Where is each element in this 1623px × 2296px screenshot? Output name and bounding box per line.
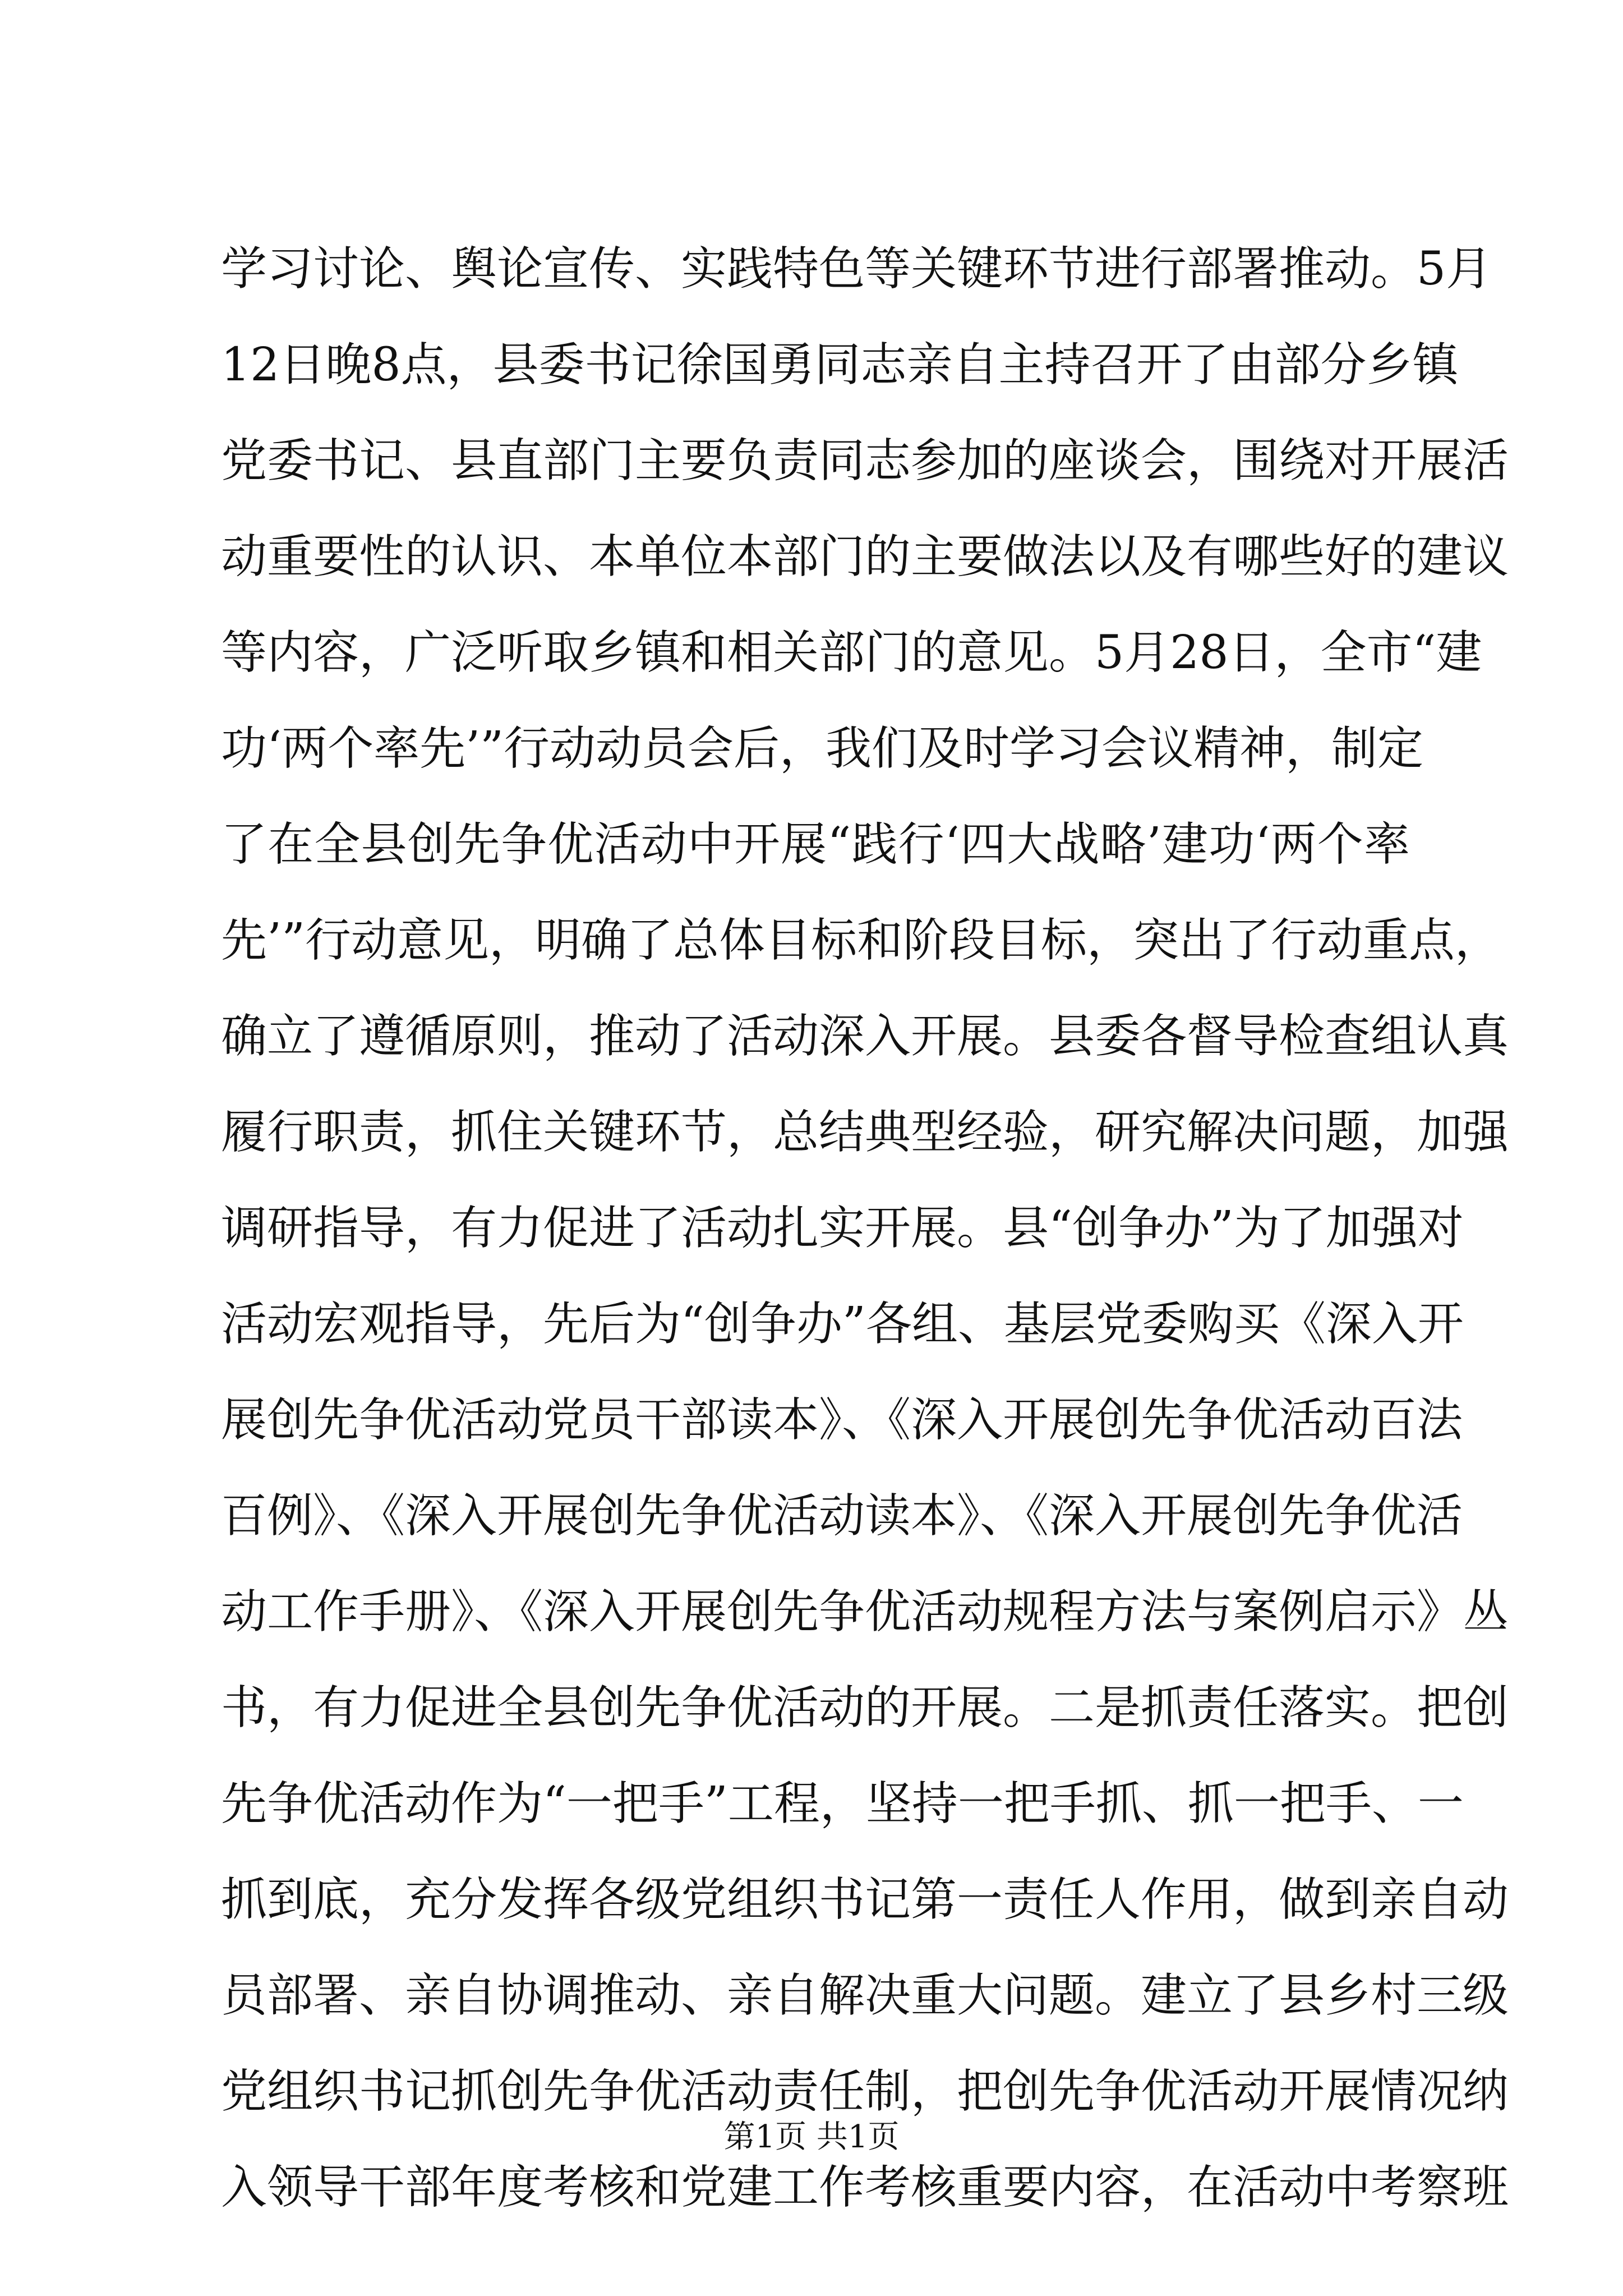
text-line: 学习讨论、舆论宣传、实践特色等关键环节进行部署推动。5月 bbox=[221, 242, 1492, 296]
text-line: 动工作手册》、《深入开展创先争优活动规程方法与案例启示》丛 bbox=[221, 1585, 1509, 1639]
text-line: 入领导干部年度考核和党建工作考核重要内容，在活动中考察班 bbox=[221, 2161, 1509, 2214]
text-line: 等内容，广泛听取乡镇和相关部门的意见。5月28日，全市“建 bbox=[221, 626, 1482, 679]
text-line: 员部署、亲自协调推动、亲自解决重大问题。建立了县乡村三级 bbox=[221, 1969, 1509, 2022]
text-line: 党委书记、县直部门主要负责同志参加的座谈会，围绕对开展活 bbox=[221, 434, 1509, 487]
text-line: 抓到底，充分发挥各级党组织书记第一责任人作用，做到亲自动 bbox=[221, 1873, 1509, 1926]
text-line: 确立了遵循原则，推动了活动深入开展。县委各督导检查组认真 bbox=[221, 1010, 1509, 1063]
text-line: 动重要性的认识、本单位本部门的主要做法以及有哪些好的建议 bbox=[221, 530, 1509, 583]
text-line: 党组织书记抓创先争优活动责任制，把创先争优活动开展情况纳 bbox=[221, 2065, 1509, 2118]
text-line: 了在全县创先争优活动中开展“践行‘四大战略’建功‘两个率 bbox=[221, 818, 1410, 871]
text-line: 功‘两个率先’”行动动员会后，我们及时学习会议精神，制定 bbox=[221, 722, 1424, 775]
text-line: 履行职责，抓住关键环节，总结典型经验，研究解决问题，加强 bbox=[221, 1106, 1509, 1159]
text-line: 活动宏观指导，先后为“创争办”各组、基层党委购买《深入开 bbox=[221, 1297, 1464, 1351]
text-line: 书，有力促进全县创先争优活动的开展。二是抓责任落实。把创 bbox=[221, 1681, 1509, 1734]
text-line: 百例》、《深入开展创先争优活动读本》、《深入开展创先争优活 bbox=[221, 1489, 1463, 1543]
body-text bbox=[221, 221, 1509, 2235]
page-footer: 第1页 共1页 bbox=[723, 2119, 900, 2155]
text-line: 先’”行动意见，明确了总体目标和阶段目标，突出了行动重点， bbox=[221, 914, 1501, 967]
text-line: 展创先争优活动党员干部读本》、《深入开展创先争优活动百法 bbox=[221, 1393, 1463, 1447]
text-line: 调研指导，有力促进了活动扎实开展。县“创争办”为了加强对 bbox=[221, 1202, 1464, 1255]
text-line: 12日晚8点，县委书记徐国勇同志亲自主持召开了由部分乡镇 bbox=[221, 338, 1459, 392]
text-line: 先争优活动作为“一把手”工程，坚持一把手抓、抓一把手、一 bbox=[221, 1777, 1464, 1830]
